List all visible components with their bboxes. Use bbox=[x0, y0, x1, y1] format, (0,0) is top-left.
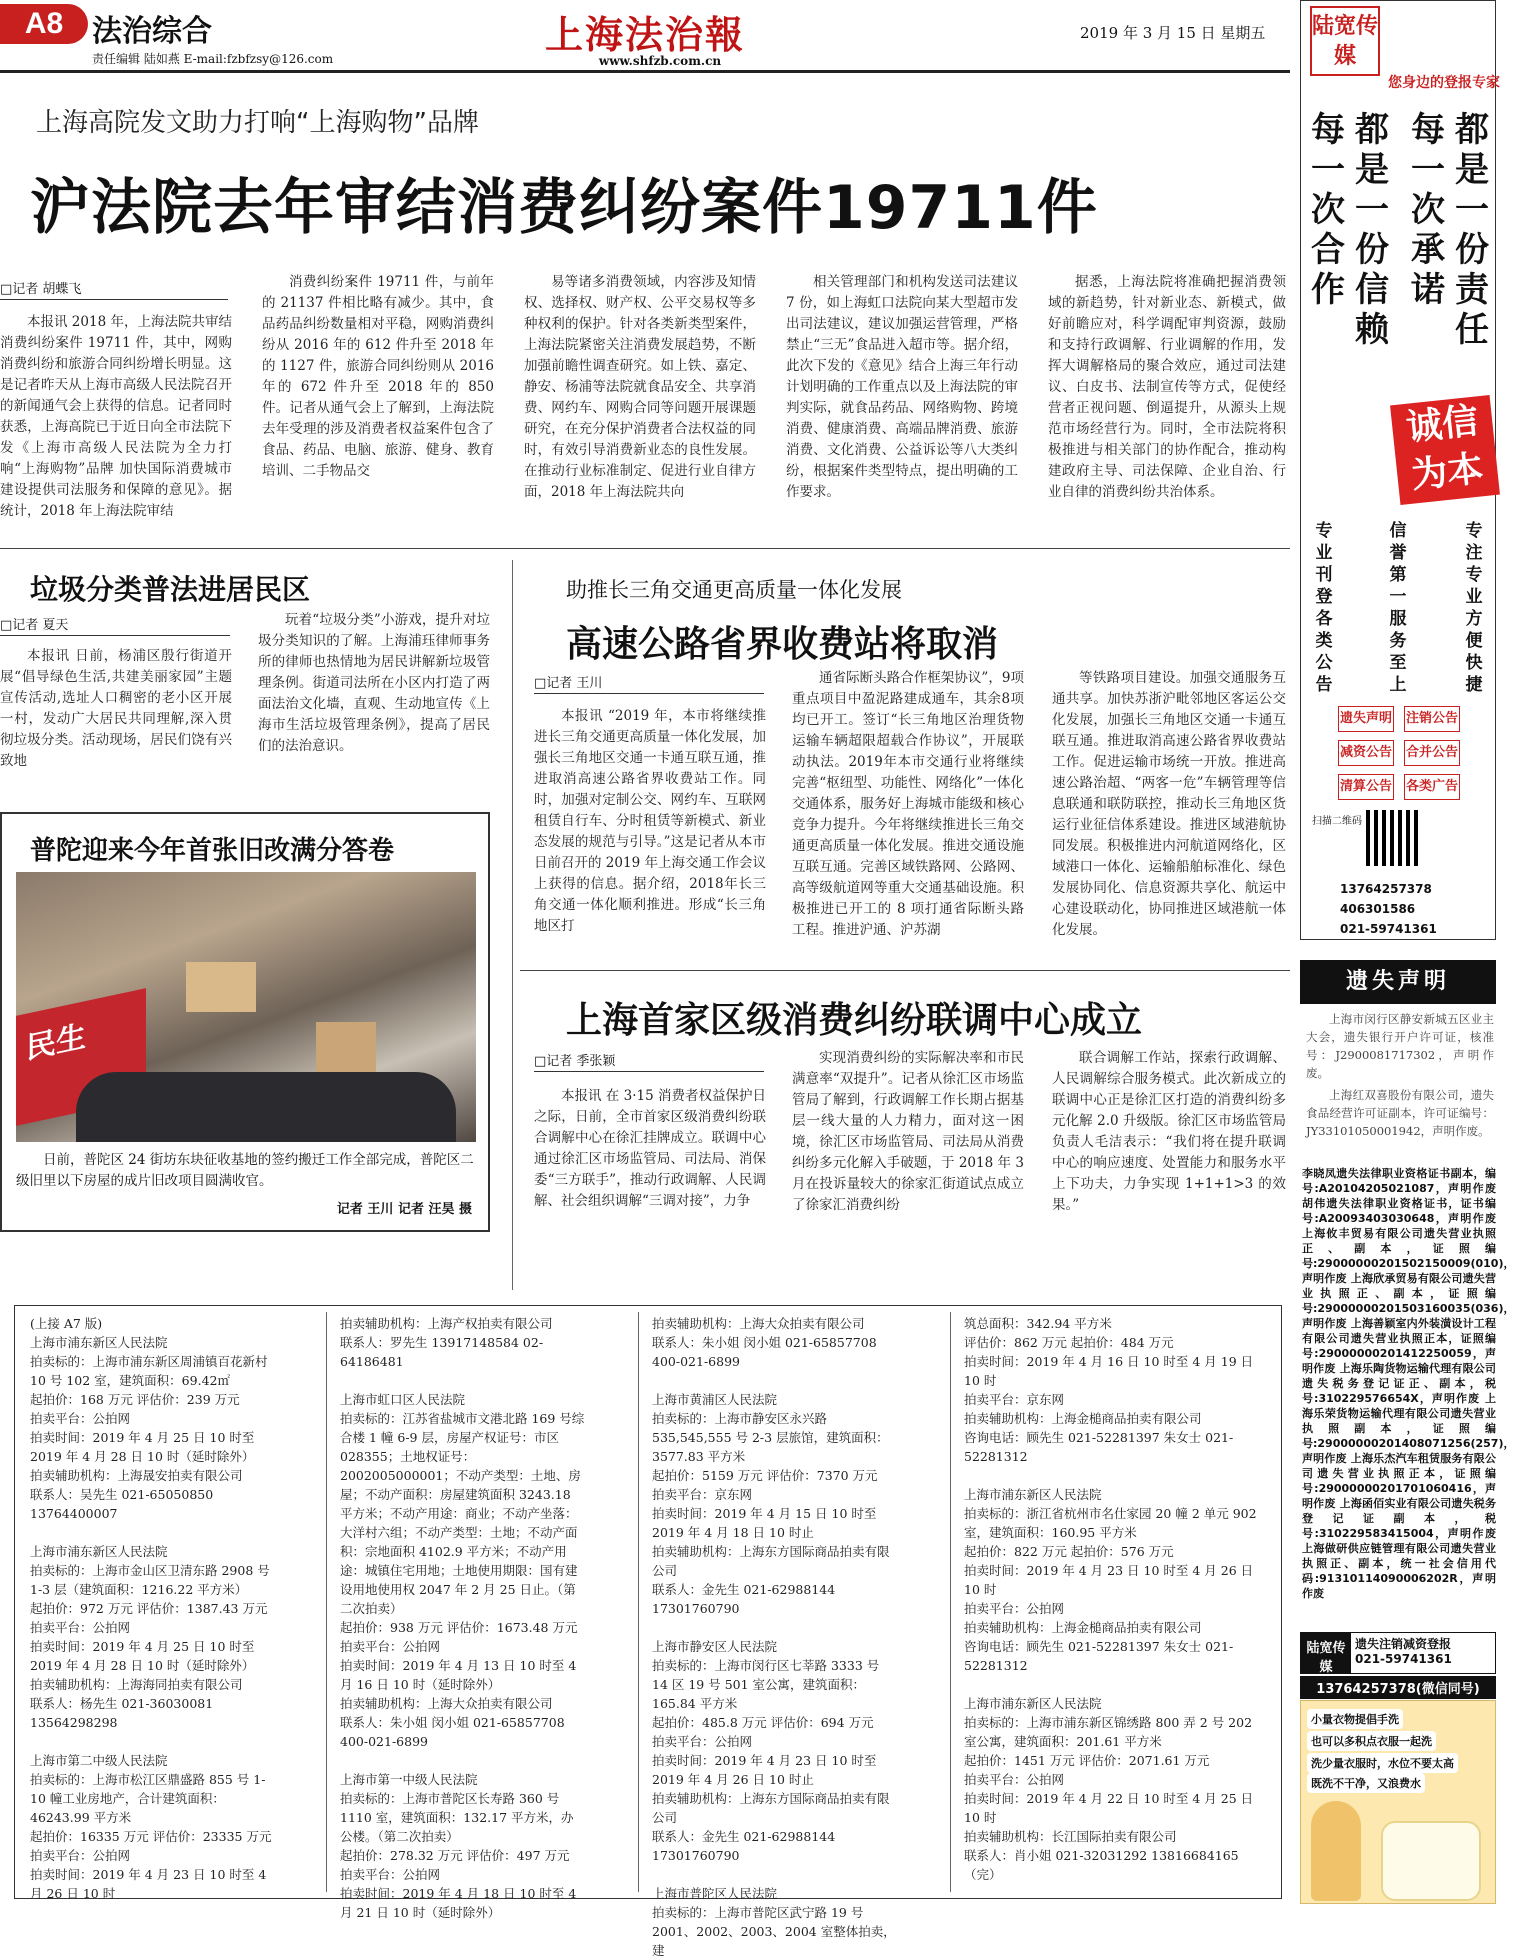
tip-3: 洗少量衣服时，水位不要太高 bbox=[1307, 1753, 1458, 1773]
website-url[interactable]: www.shfzb.com.cn bbox=[598, 54, 722, 68]
calligraphy-col: 每一次合作 bbox=[1311, 110, 1345, 310]
auction-col-1: (上接 A7 版) 上海市浦东新区人民法院 拍卖标的：上海市浦东新区周浦镇百花新村 10 号 102 室，建筑面积：69.42㎡ 起拍价：168 万元 评估价：239 万元 拍卖平台：公拍网 拍卖时间：2019 年 4 月 25 日 10 时至 2019 年 4 月 28 日 10 时（延时除外） 拍卖辅助机构：上海晟安拍卖有限公司 联系人：吴先生 021-65050850 13764400007 上海市浦东新区人民法院 拍卖标的：上海市金山区卫清东路 2908 号 1-3 层（建筑面积：1216.22 平方米） 起拍价：972 万元 评估价：1387.43 万元 拍卖平台：公拍网 拍卖时间：2019 年 4 月 25 日 10 时至 2019 年 4 月 28 日 10 时（延时除外） 拍卖辅助机构：上海海同拍卖有限公司 联系人：杨先生 021-36030081 13564298298 上海市第二中级人民法院 拍卖标的：上海市松江区鼎盛路 855 号 1-10 幢工业房地产，合计建筑面积：46243.99 平方米 起拍价：16335 万元 评估价：23335 万元 拍卖平台：公拍网 拍卖时间：2019 年 4 月 23 日 10 时至 4 月 26 日 10 时 bbox=[30, 1316, 272, 1901]
lead-col-5: 据悉，上海法院将准确把握消费领域的新趋势，针对新业态、新模式，做好前瞻应对，科学调配审判资源，鼓励和支持行政调解、行业调解的作用，发挥大调解格局的聚合效应，通过司法建议、白皮书、法制宣传等方式，促使经营者正视问题、倒逼提升，从源头上规范市场经营行为。同时，全市法院将积极推进与相关部门的协作配合，推动构建政府主导、司法保障、企业自治、行业自律的消费纠纷共治体系。 bbox=[1048, 274, 1286, 500]
ad-tag: 清算公告 bbox=[1338, 774, 1394, 800]
news-photo bbox=[16, 872, 476, 1142]
lead-col-1: 本报讯 2018 年，上海法院共审结消费纠纷案件 19711 件，其中，网购消费纠纷和旅游合同纠纷增长明显。这是记者昨天从上海市高级人民法院召开的新闻通气会上获得的信息。记者同时获悉，上海高院已于近日向全市法院下发《上海市高级人民法院为全力打响“上海购物”品牌 加快国际消费城市建设提供司法服务和保障的意见》。据统计，2018 年上海法院审结 bbox=[0, 314, 232, 519]
lost-ad-phone: 13764257378(微信同号) bbox=[1300, 1676, 1496, 1699]
calligraphy-col: 每一次承诺 bbox=[1411, 110, 1445, 310]
toll-byline: □记者 王川 bbox=[534, 672, 764, 694]
lost-ad-banner bbox=[1300, 1632, 1496, 1674]
auction-col-4: 筑总面积：342.94 平方米 评估价：862 万元 起拍价：484 万元 拍卖时间：2019 年 4 月 16 日 10 时至 4 月 19 日 10 时 拍卖平台：京东网 拍卖辅助机构：上海金槌商品拍卖有限公司 咨询电话：顾先生 021-52281397 朱女士 021-52281312 上海市浦东新区人民法院 拍卖标的：浙江省杭州市名仕家园 20 幢 2 单元 902 室，建筑面积：160.95 平方米 起拍价：822 万元 起拍价：576 万元 拍卖时间：2019 年 4 月 23 日 10 时至 4 月 26 日 10 时 拍卖平台：公拍网 拍卖辅助机构：上海金槌商品拍卖有限公司 咨询电话：顾先生 021-52281397 朱女士 021-52281312 上海市浦东新区人民法院 拍卖标的：上海市浦东新区锦绣路 800 弄 2 号 202 室公寓，建筑面积：201.61 平方米 起拍价：1451 万元 评估价：2071.61 万元 拍卖平台：公拍网 拍卖时间：2019 年 4 月 22 日 10 时至 4 月 25 日 10 时 拍卖辅助机构：长江国际拍卖有限公司 联系人：肖小姐 021-32031292 13816684165 （完） bbox=[964, 1316, 1257, 1882]
cartoon-figure bbox=[1311, 1801, 1361, 1901]
photo-credit: 记者 王川 记者 汪昊 摄 bbox=[336, 1202, 472, 1217]
lost-notice: 上海红双喜股份有限公司，遗失食品经营许可证副本，许可证编号：JY33101050001942，声明作废。 bbox=[1306, 1088, 1494, 1138]
ad-slogan: 您身边的登报专家 bbox=[1388, 75, 1500, 91]
lost-notice-list: 李晓凤遗失法律职业资格证书副本，编号:A20104205021087，声明作废 胡伟遗失法律职业资格证书，证书编号:A20093403030648，声明作废 上海攸丰贸易有限公司遗失营业执照正、副本，证照编号:29000000201502150009(010)，声明作废 上海欣承贸易有限公司遗失营业执照正、副本，证照编号:29000000201503160035(036)，声明作废 上海善颖室内外装潢设计工程有限公司遗失营业执照正本，证照编号:29000000201412250059，声明作废 上海乐陶货物运输代理有限公司遗失税务登记证正、副本，税号:310229576654X，声明作废 上海乐荣货物运输代理有限公司遗失营业执照副本，证照编号:29000000201408071256(257)，声明作废 上海乐杰汽车租赁服务有限公司遗失营业执照正本，证照编号:29000000201701060416，声明作废 上海函佰实业有限公司遗失税务登记证副本，税号:310229583415004，声明作废 上海做研供应链管理有限公司遗失营业执照正、副本，统一社会信用代码:91310114090006202R，声明作废 bbox=[1302, 1167, 1515, 1600]
lead-col-4: 相关管理部门和机构发送司法建议 7 份，如上海虹口法院向某大型超市发出司法建议，建议加强运营管理，严格禁止“三无”食品进入超市等。据介绍，此次下发的《意见》结合上海三年行动计划明确的工作重点以及上海法院的审判实际，就食品药品、网络购物、跨境消费、健康消费、高端品牌消费、旅游消费、文化消费、公益诉讼等八大类纠纷，根据案件类型特点，提出明确的工作要求。 bbox=[786, 274, 1018, 500]
garbage-col-1: 本报讯 日前，杨浦区殷行街道开展“倡导绿色生活,共建美丽家园”主题宣传活动,选址人口稠密的老小区开展一村，发动广大居民共同理解,深入贯彻垃圾分类。活动现场，居民们饶有兴致地 bbox=[0, 648, 232, 769]
lost-ad-brand: 陆宽传媒 bbox=[1301, 1633, 1351, 1673]
ad-tag: 注销公告 bbox=[1404, 706, 1460, 732]
truck-sign: 民生 bbox=[16, 988, 146, 1126]
editor-line: 责任编辑 陆如燕 E-mail:fzbfzsy@126.com bbox=[92, 52, 334, 66]
ad-tag: 合并公告 bbox=[1404, 740, 1460, 766]
divider bbox=[520, 970, 1290, 971]
ad-phone: 406301586 bbox=[1340, 902, 1416, 916]
auction-col-3: 拍卖辅助机构：上海大众拍卖有限公司 联系人：朱小姐 闵小姐 021-65857708 400-021-6899 上海市黄浦区人民法院 拍卖标的：上海市静安区永兴路 535,545,555 号 2-3 层旅馆，建筑面积：3577.83 平方米 起拍价：5159 万元 评估价：7370 万元 拍卖平台：京东网 拍卖时间：2019 年 4 月 15 日 10 时至 2019 年 4 月 18 日 10 时止 拍卖辅助机构：上海东方国际商品拍卖有限公司 联系人：金先生 021-62988144 17301760790 上海市静安区人民法院 拍卖标的：上海市闵行区七莘路 3333 号 14 区 19 号 501 室公寓，建筑面积：165.84 平方米 起拍价：485.8 万元 评估价：694 万元 拍卖平台：公拍网 拍卖时间：2019 年 4 月 23 日 10 时至 2019 年 4 月 26 日 10 时止 拍卖辅助机构：上海东方国际商品拍卖有限公司 联系人：金先生 021-62988144 17301760790 上海市普陀区人民法院 拍卖标的：上海市普陀区武宁路 19 号 2001、2002、2003、2004 室整体拍卖，建 bbox=[652, 1316, 896, 1958]
brand-logo: 陆宽传媒 bbox=[1310, 6, 1380, 76]
page-number: A8 bbox=[0, 4, 88, 44]
toll-kicker: 助推长三角交通更高质量一体化发展 bbox=[566, 578, 902, 602]
divider bbox=[638, 1312, 639, 1892]
photo-headline: 普陀迎来今年首张旧改满分答卷 bbox=[30, 836, 395, 866]
masthead-logo: 上海法治報 bbox=[544, 12, 745, 57]
qr-label: 扫描二维码 bbox=[1312, 816, 1362, 827]
calligraphy-col: 都是一份责任 bbox=[1455, 110, 1489, 350]
ad-phone: 021-59741361 bbox=[1340, 922, 1437, 936]
lead-byline: □记者 胡蝶飞 bbox=[0, 278, 228, 300]
ad-phone: 13764257378 bbox=[1340, 882, 1432, 896]
garbage-col-2: 玩着“垃圾分类”小游戏，提升对垃圾分类知识的了解。上海浦珏律师事务所的律师也热情地为居民讲解新垃圾管理条例。街道司法所在小区内打造了两面法治文化墙，直观、生动地宣传《上海市生活垃圾管理条例》，提高了居民们的法治意识。 bbox=[258, 612, 490, 754]
photo-story bbox=[0, 812, 490, 1232]
divider bbox=[512, 560, 513, 1290]
lead-col-3: 易等诸多消费领域，内容涉及知情权、选择权、财产权、公平交易权等多种权利的保护。针对各类新类型案件，上海法院紧密关注消费发展趋势，不断加强前瞻性调查研究。如上铁、嘉定、静安、杨浦等法院就食品安全、共享消费、网约车、网购合同等问题开展课题研究，在充分保护消费者合法权益的同时，有效引导消费新业态的良性发展。在推动行业标准制定、促进行业自律方面，2018 年上海法院共向 bbox=[524, 274, 756, 500]
divider bbox=[326, 1312, 327, 1892]
lost-ad-text: 遗失注销减资登报 021-59741361 bbox=[1355, 1637, 1452, 1666]
toll-headline: 高速公路省界收费站将取消 bbox=[566, 624, 999, 665]
ad-tag: 各类广告 bbox=[1404, 774, 1460, 800]
photo-caption: 日前，普陀区 24 街坊东块征收基地的签约搬迁工作全部完成，普陀区二级旧里以下房屋的成片旧改项目圆满收官。 bbox=[16, 1152, 474, 1189]
lead-headline: 沪法院去年审结消费纠纷案件19711件 bbox=[30, 173, 1098, 243]
tip-1: 小量衣物提倡手洗 bbox=[1307, 1709, 1403, 1729]
photo-crowd bbox=[76, 1072, 456, 1142]
tip-2: 也可以多积点衣服一起洗 bbox=[1307, 1731, 1436, 1751]
toll-col-2: 通省际断头路合作框架协议”，9项重点项目中盈泥路建成通车，其余8项均已开工。签订“长三角地区治理货物运输车辆超限超载合作协议”，开展联动执法。2019年本市交通行业将继续完善“枢纽型、功能性、网络化”一体化交通体系，服务好上海城市能级和核心竞争力提升。今年将继续推进长三角交通更高质量一体化发展。推进交通设施互联互通。完善区域铁路网、公路网、高等级航道网等重大交通基础设施。积极推进已开工的 8 项打通省际断头路工程。推进沪通、沪苏湖 bbox=[792, 670, 1024, 938]
toll-col-1: 本报讯 “2019 年，本市将继续推进长三角交通更高质量一体化发展，加强长三角地区交通一卡通互联互通，推进取消高速公路省界收费站工作。同时，加强对定制公交、网约车、互联网租赁自行车、分时租赁等新模式、新业态发展的规范与引导。”这是记者从本市日前召开的 2019 年上海交通工作会议上获得的信息。据介绍，2018年长三角交通一体化顺利推进。形成“长三角地区打 bbox=[534, 708, 766, 934]
ad-tag: 遗失声明 bbox=[1338, 706, 1394, 732]
lead-col-2: 消费纠纷案件 19711 件，与前年的 21137 件相比略有减少。其中，食品药品纠纷数量相对平稳，网购消费纠纷从 2016 年的 612 件升至 2018 年的 1127 件，旅游合同纠纷则从 2016 年的 672 件升至 2018 年的 850 件。记者从通气会上了解到，上海法院去年受理的涉及消费者权益案件包含了食品、药品、电脑、旅游、健身、教育培训、二手物品交 bbox=[262, 274, 494, 479]
ad-vertical-text: 信誉第一服务至上 bbox=[1389, 521, 1407, 695]
issue-date: 2019 年 3 月 15 日 星期五 bbox=[1080, 24, 1266, 42]
mediation-col-3: 联合调解工作站，探索行政调解、人民调解综合服务模式。此次新成立的联调中心正是徐汇区打造的消费纠纷多元化解 2.0 升级版。徐汇区市场监管局负责人毛洁表示：“我们将在提升联调中心的响应速度、处置能力和服务水平上下功夫，力争实现 1+1+1>3 的效果。” bbox=[1052, 1050, 1286, 1213]
photo-box bbox=[186, 962, 256, 1012]
ad-vertical-text: 专业刊登各类公告 bbox=[1315, 521, 1333, 695]
divider bbox=[950, 1312, 951, 1892]
mediation-col-2: 实现消费纠纷的实际解决率和市民满意率“双提升”。记者从徐汇区市场监管局了解到，行政调解工作长期占据基层一线大量的人力精力，面对这一困境，徐汇区市场监管局、司法局从消费纠纷多元化解入手破题，于 2018 年 3 月在投诉量较大的徐家汇街道试点成立了徐家汇消费纠纷 bbox=[792, 1050, 1024, 1213]
calligraphy-col: 都是一份信赖 bbox=[1355, 110, 1389, 350]
ad-vertical-text: 专注专业方便快捷 bbox=[1465, 521, 1483, 695]
cartoon-ad bbox=[1300, 1700, 1496, 1904]
header-rule bbox=[0, 70, 1290, 73]
lead-kicker: 上海高院发文助力打响“上海购物”品牌 bbox=[36, 108, 479, 138]
seal-stamp: 诚信为本 bbox=[1390, 395, 1500, 505]
tip-4: 既洗不干净，又浪费水 bbox=[1307, 1773, 1425, 1793]
photo-box bbox=[316, 1022, 376, 1072]
lost-notice: 上海市闵行区静安新城五区业主大会，遗失银行开户许可证，核准号：J2900081717302，声明作废。 bbox=[1306, 1012, 1494, 1080]
garbage-byline: □记者 夏天 bbox=[0, 614, 230, 636]
lost-notice-title: 遗失声明 bbox=[1300, 960, 1496, 1004]
mediation-byline: □记者 季张颖 bbox=[534, 1050, 764, 1072]
section-title: 法治综合 bbox=[92, 14, 212, 49]
toll-col-3: 等铁路项目建设。加强交通服务互通共享。加快苏浙沪毗邻地区客运公交化发展，加强长三角地区交通一卡通互联互通。推进取消高速公路省界收费站工作。促进运输市场统一开放。推进高速公路治超、“两客一危”车辆管理等信息联通和联防联控，推动长三角地区货运行业征信体系建设。推进区域港航协同发展。积极推进内河航道网络化，区域港口一体化、运输船舶标准化、绿色发展协同化、信息资源共享化、航运中心建设联动化，协同推进区域港航一体化发展。 bbox=[1052, 670, 1286, 938]
qr-code[interactable] bbox=[1366, 810, 1422, 866]
divider bbox=[0, 548, 1290, 549]
garbage-headline: 垃圾分类普法进居民区 bbox=[30, 573, 311, 606]
ad-tag: 减资公告 bbox=[1338, 740, 1394, 766]
washing-machine-icon bbox=[1381, 1821, 1481, 1901]
auction-col-2: 拍卖辅助机构：上海产权拍卖有限公司 联系人：罗先生 13917148584 02-64186481 上海市虹口区人民法院 拍卖标的：江苏省盐城市文港北路 169 号综合楼 1 幢 6-9 层，房屋产权证号：市区 028355；土地权证号：2002005000001；不动产类型：土地、房屋；不动产面积：房屋建筑面积 3243.18 平方米；不动产用途：商业；不动产坐落：大洋村六组；不动产类型：土地；不动产面积：宗地面积 4102.9 平方米；不动产用途：城镇住宅用地；土地使用期限：国有建设用地使用权 2047 年 2 月 25 日止。（第二次拍卖） 起拍价：938 万元 评估价：1673.48 万元 拍卖平台：公拍网 拍卖时间：2019 年 4 月 13 日 10 时至 4 月 16 日 10 时（延时除外） 拍卖辅助机构：上海大众拍卖有限公司 联系人：朱小姐 闵小姐 021-65857708 400-021-6899 上海市第一中级人民法院 拍卖标的：上海市普陀区长寿路 360 号 1110 室，建筑面积：132.17 平方米，办公楼。（第二次拍卖） 起拍价：278.32 万元 评估价：497 万元 拍卖平台：公拍网 拍卖时间：2019 年 4 月 18 日 10 时至 4 月 21 日 10 时（延时除外） bbox=[340, 1316, 585, 1920]
mediation-headline: 上海首家区级消费纠纷联调中心成立 bbox=[566, 1000, 1143, 1041]
mediation-col-1: 本报讯 在 3·15 消费者权益保护日之际，日前，全市首家区级消费纠纷联合调解中心在徐汇挂牌成立。联调中心通过徐汇区市场监管局、司法局、消保委“三方联手”，推动行政调解、人民调解、社会组织调解“三调对接”，力争 bbox=[534, 1088, 766, 1209]
